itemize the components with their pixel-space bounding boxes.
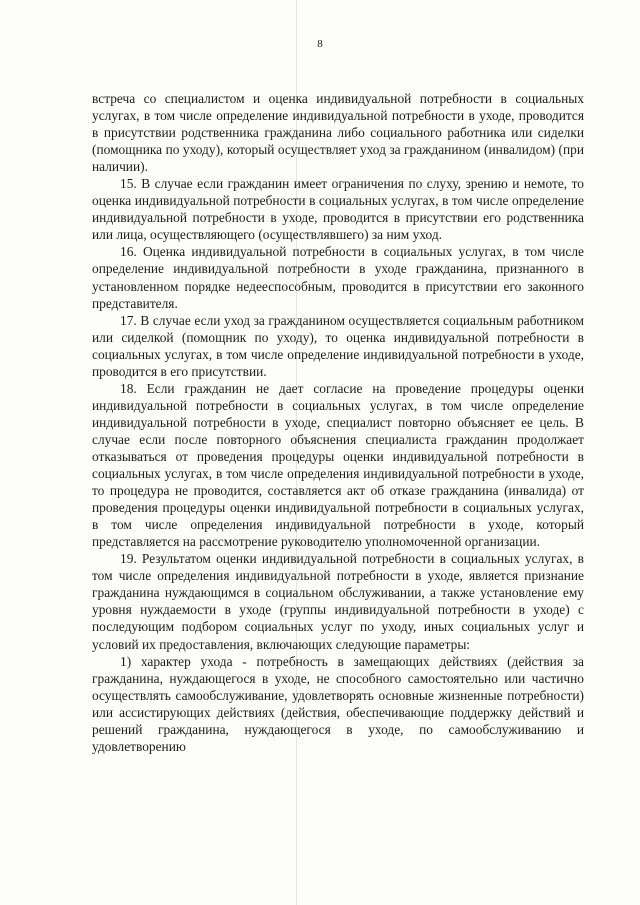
paragraph-17: 17. В случае если уход за гражданином осуществляется социальным работником или сиделкой (помощник по уходу), то оценка индивидуальной потребности в социальных услугах, в том числе определение индивидуальной потребности в уходе, проводится в его присутствии.	[92, 312, 584, 379]
paragraph-15: 15. В случае если гражданин имеет ограничения по слуху, зрению и немоте, то оценка индивидуальной потребности в социальных услугах, в том числе определение индивидуальной потребности в уходе, проводится в присутствии его родственника или лица, осуществляющего (осуществлявшего) за ним уход.	[92, 176, 584, 243]
paragraph-19: 19. Результатом оценки индивидуальной потребности в социальных услугах, в том числе определения индивидуальной потребности в уходе, является признание гражданина нуждающимся в социальном обслуживании, а также установление ему уровня нуждаемости в уходе (группы индивидуальной потребности в уходе) с последующим подбором социальных услуг по уходу, иных социальных услуг и условий их предоставления, включающих следующие параметры:	[92, 551, 584, 652]
document-body	[92, 90, 584, 755]
paragraph-19-item-1: 1) характер ухода - потребность в замещающих действиях (действия за гражданина, нуждающегося в уходе, не способного самостоятельно или частично осуществлять самообслуживание, удовлетворять основные жизненные потребности) или ассистирующих действиях (действия, обеспечивающие поддержку действий и решений гражданина, нуждающегося в уходе, по самообслуживанию и удовлетворению	[92, 653, 584, 754]
paragraph-18: 18. Если гражданин не дает согласие на проведение процедуры оценки индивидуальной потребности в социальных услугах, в том числе определение индивидуальной потребности в уходе, специалист повторно объясняет ее цель. В случае если после повторного объяснения специалиста гражданин продолжает отказываться от проведения процедуры оценки индивидуальной потребности в социальных услугах, в том числе определения индивидуальной потребности в уходе, то процедура не проводится, составляется акт об отказе гражданина (инвалида) от проведения процедуры оценки индивидуальной потребности в социальных услугах, в том числе определения индивидуальной потребности в уходе, который представляется на рассмотрение руководителю уполномоченной организации.	[92, 380, 584, 550]
paragraph-14-continuation: встреча со специалистом и оценка индивидуальной потребности в социальных услугах, в том числе определение индивидуальной потребности в уходе, проводится в присутствии родственника гражданина либо социального работника или сиделки (помощника по уходу), который осуществляет уход за гражданином (инвалидом) (при наличии).	[92, 91, 584, 175]
page-number: 8	[317, 38, 323, 50]
paragraph-16: 16. Оценка индивидуальной потребности в социальных услугах, в том числе определение индивидуальной потребности в уходе гражданина, признанного в установленном порядке недееспособным, проводится в присутствии его законного представителя.	[92, 244, 584, 311]
